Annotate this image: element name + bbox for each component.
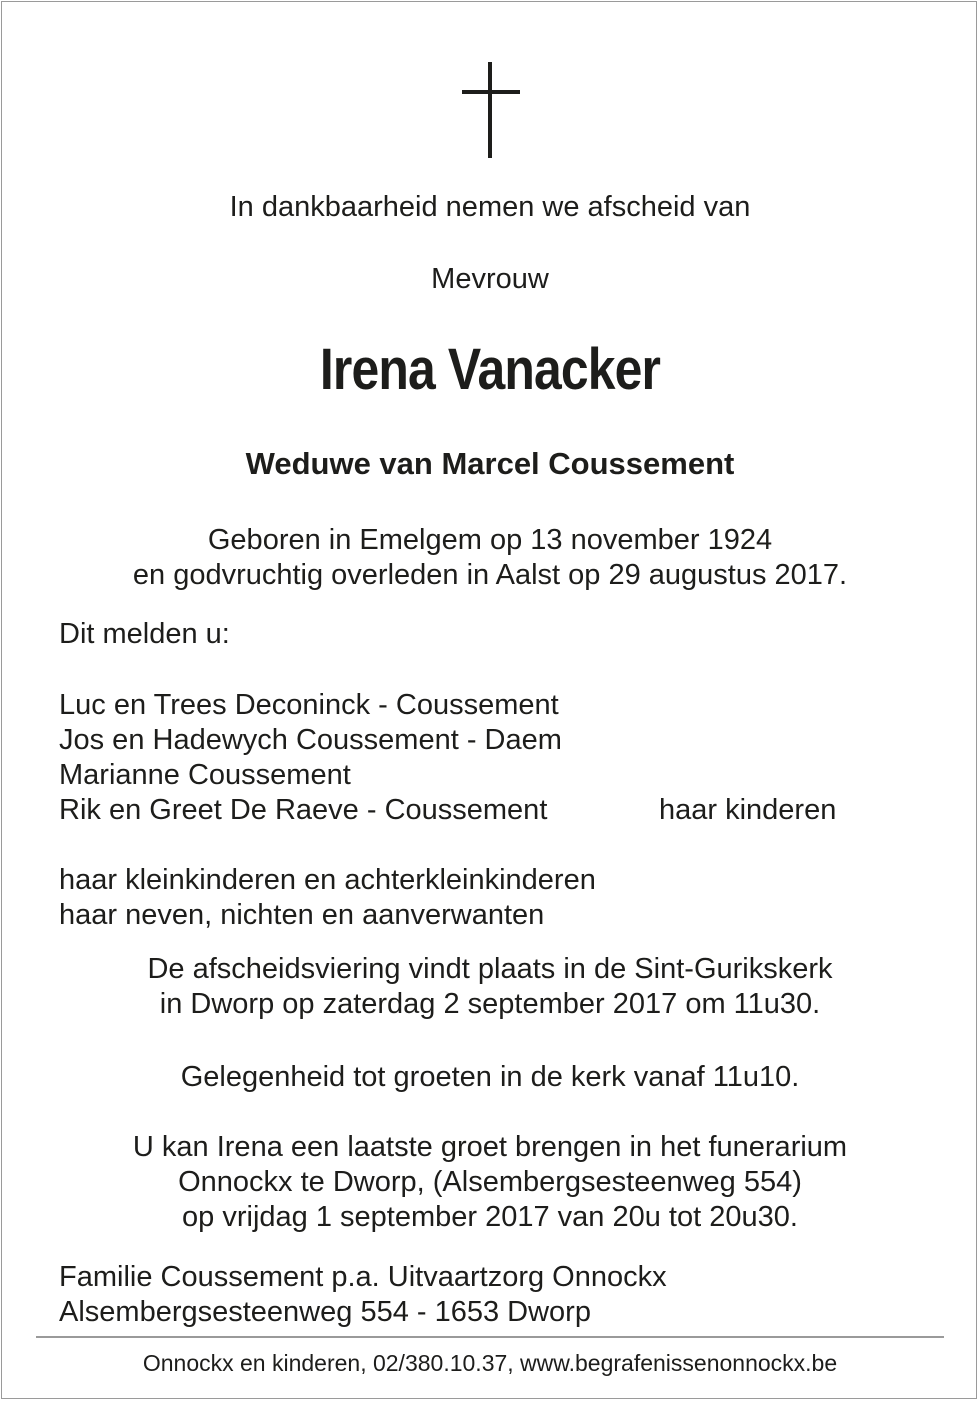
funeral-home-line: op vrijdag 1 september 2017 van 20u tot 20u30.	[182, 1201, 798, 1233]
cross-icon	[462, 62, 520, 158]
funeral-home-line: U kan Irena een laatste groet brengen in het funerarium	[132, 1131, 848, 1163]
deceased-name: Irena Vanacker	[319, 337, 661, 402]
footer-divider	[36, 1336, 944, 1338]
child-line: Luc en Trees Deconinck - Coussement	[59, 689, 559, 721]
child-line: Rik en Greet De Raeve - Coussement	[59, 794, 548, 826]
relatives-line: haar kleinkinderen en achterkleinkinderen	[59, 864, 596, 896]
spouse-line: Weduwe van Marcel Coussement	[245, 446, 735, 481]
death-line: en godvruchtig overleden in Aalst op 29 augustus 2017.	[132, 559, 848, 591]
child-line: Marianne Coussement	[59, 759, 351, 791]
contact-line: Familie Coussement p.a. Uitvaartzorg Onnockx	[59, 1261, 667, 1293]
funeral-home-line: Onnockx te Dworp, (Alsembergsesteenweg 554)	[178, 1166, 802, 1198]
announcers-heading: Dit melden u:	[59, 618, 230, 650]
children-label: haar kinderen	[659, 794, 837, 826]
birth-line: Geboren in Emelgem op 13 november 1924	[207, 524, 773, 556]
footer-text: Onnockx en kinderen, 02/380.10.37, www.begrafenissenonnockx.be	[142, 1350, 838, 1376]
child-line: Jos en Hadewych Coussement - Daem	[59, 724, 562, 756]
contact-line: Alsembergsesteenweg 554 - 1653 Dworp	[59, 1296, 591, 1328]
relatives-line: haar neven, nichten en aanverwanten	[59, 899, 545, 931]
ceremony-line: in Dworp op zaterdag 2 september 2017 om 11u30.	[159, 988, 821, 1020]
salutation: Mevrouw	[431, 263, 549, 295]
greeting-line: Gelegenheid tot groeten in de kerk vanaf 11u10.	[180, 1061, 800, 1093]
intro-text: In dankbaarheid nemen we afscheid van	[229, 191, 751, 223]
ceremony-line: De afscheidsviering vindt plaats in de Sint-Gurikskerk	[147, 953, 833, 985]
